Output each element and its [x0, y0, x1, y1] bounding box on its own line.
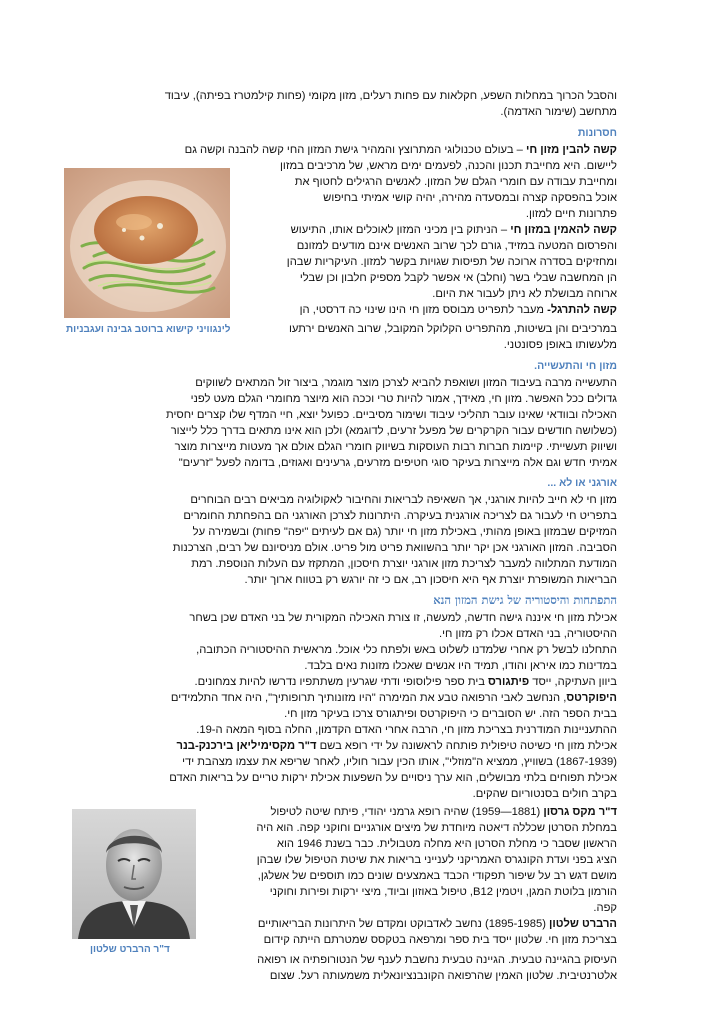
paragraph-line: בתפריט חי לעבור גם לצריכה אורגנית בעיקרה. היתרונות לצרכן האורגני הם בהפחתת החומרים	[183, 510, 617, 522]
bold-term: קשה להאמין במזון חי	[510, 224, 617, 236]
paragraph-line: הן המחשבה שבלי בשר (וחלב) אי אפשר לקבל מספיק חלבון וכן שבלי	[299, 272, 617, 284]
bold-term: פיתגורס	[488, 676, 530, 688]
bold-term: ד"ר מקס גרסון	[543, 806, 617, 818]
paragraph-line: ומחייבת עבודה עם חומרי הגלם של המזון. לאנשים הרגילים לחטוף את	[294, 176, 617, 188]
paragraph-line: בצריכת מזון חי. שלטון ייסד בית ספר ומרפאה בטקסס שמטרתם הייתה קידום	[263, 934, 617, 946]
paragraph-line: מזון חי לא חייב להיות אורגני, אך השאיפה לבריאות והחיבור לאקולוגיה מביאים רבים הבוחרים	[190, 494, 617, 506]
line-text: (1881—1959) שהיה רופא גרמני יהודי, פיתח שיטה לטיפול	[270, 806, 544, 818]
paragraph-line: גדולים ככל האפשר. מזון חי, מאידך, אמור להיות טרי וככה הוא מיוצר מחומרי הגלם מעט לפני	[190, 393, 617, 405]
paragraph-line: (1867-1939) בשוויץ, ממציא ה"מוזלי", אותו הכין עבור חוליו, לאחר שריפא את עצמו מצהבת ידי	[182, 756, 617, 768]
line-text: – הניתוק בין מכיני המזון לאוכלים אותו, התיעוש	[290, 224, 511, 236]
paragraph-line: התחלנו לבשל רק אחרי שלמדנו לשלוט באש ולפתח כלי אוכל. מראשית ההיסטוריה הכתובה,	[196, 644, 617, 656]
paragraph-line	[240, 222, 617, 238]
paragraph-line: המודעת המתלווה למעבר לצריכת מזון אורגני יוצרת חיסכון, המתקזז עם העלות הנוספת. רמת	[191, 558, 617, 570]
paragraph-line: ליישום. היא מחייבת תכנון והכנה, לפעמים ימים מראש, של מרכיבים במזון	[280, 160, 617, 172]
paragraph-line: הסביבה. המזון האורגני אכן יקר יותר בהשוואת פריט מול פריט. אולם מניסיונם של רבים, הצרכנות	[172, 542, 617, 554]
paragraph-line: במרכיבים והן בשיטות, מהתפריט הקלוקל המקובל, שרוב האנשים ירתעו	[288, 323, 617, 335]
paragraph-line: בבית הספר הזה. יש הסוברים כי היפוקרטס ופיתגורס צרכו בעיקר מזון חי.	[284, 708, 617, 720]
bold-term: ד"ר מקסימיליאן בירכנק-בנר	[176, 740, 317, 752]
paragraph-line: והפרסום המטעה במזיד, גורם לכך שרוב האנשים אינם מודעים למזונם	[296, 240, 617, 252]
line-text: בית ספר פילוסופי ודתי שגרעין משתתפיו נדרשו להיות צמחונים.	[194, 676, 489, 688]
paragraph-line: בקרב חולים בסנטוריום שהקים.	[472, 788, 617, 800]
paragraph-line: במדינות כמו איראן והודו, תמיד היו אנשים שאכלו מזונות נאים בלבד.	[304, 660, 617, 672]
paragraph-line	[110, 738, 617, 754]
line-text: מעבר לתפריט מבוסס מזון חי הינו שינוי כה דרסטי, הן	[299, 304, 548, 316]
portrait-photo-caption: ד"ר הרברט שלטון	[90, 944, 170, 955]
paragraph-line	[240, 302, 617, 318]
paragraph-line: ומחזיקים בסדרה ארוכה של תפיסות שגויות בקשר למזון. העיקריות שבהן	[286, 256, 617, 268]
paragraph-line: העיסוק בהגיינה טבעית. הגיינה טבעית נחשבת לענף של הנטורופתיה או רפואה	[257, 954, 617, 966]
line-text: ביוון העתיקה, ייסד	[529, 676, 617, 688]
paragraph-line: אכילת תפוחים בלתי מבושלים, הוא ערך ניסויים על השפעות אכילת ירקות טריים על בריאות האדם	[169, 772, 617, 784]
line-text: (1895-1985) נחשב לאדבוקט ומקדם של היתרונות הבריאותיים	[257, 918, 550, 930]
paragraph-line: אוכל בהפסקה קצרה ובמסעדה מהירה, יהיה קושי אמיתי בחיפוש	[323, 192, 617, 204]
paragraph-line: הציג בפני ועדת הקונגרס האמריקני לענייני בריאות את שיטת הטיפול שלו שבהן	[256, 854, 617, 866]
paragraph-line: במחלת הסרטן שכללה דיאטה מיוחדת של מיצים אורגניים וחוקני קפה. הוא היה	[256, 822, 617, 834]
bold-term: הרברט שלטון	[549, 918, 617, 930]
paragraph-line: פתרונות חיים למזון.	[525, 208, 617, 220]
paragraph-line: קפה.	[593, 902, 617, 914]
paragraph-line: אכילת מזון חי איננה גישה חדשה, למעשה, זו צורת האכילה המקורית של בני האדם שכן בשחר	[189, 612, 617, 624]
zucchini-pasta-image	[64, 168, 230, 318]
paragraph-line: אלטרנטיבית. שלטון האמין שהרפואה הקונבנציונאלית משמעותה רעל. שצום	[269, 970, 617, 982]
section-heading-cons: חסרונות	[577, 127, 617, 139]
paragraph-line: מתחשב (שימור האדמה).	[500, 106, 617, 118]
paragraph-line: האכילה ובוודאי שאינו עובר תהליכי עיבוד ושימור מסיביים. כפועל יוצא, חיי המדף שלו קצרים יחסית	[166, 409, 617, 421]
paragraph-line: והסבל הכרוך במחלות השפע, חקלאות עם פחות רעלים, מזון מקומי (פחות קילמטרז בפיתה), עיבוד	[164, 90, 617, 102]
paragraph-line	[110, 142, 617, 158]
food-photo	[64, 168, 230, 318]
paragraph-line: המזיקים שבמזון באופן מהותי, באכילת מזון חי יותר (גם אם לעיתים "יפה" פחות) ובשמירה על	[192, 526, 617, 538]
food-photo-caption: לינגוויני קישוא ברוטב גבינה ועגבניות	[66, 324, 231, 335]
line-text: אכילת מזון חי כשיטה טיפולית פותחה לראשונה על ידי רופא בשם	[316, 740, 617, 752]
section-heading-industry: מזון חי והתעשייה.	[534, 360, 617, 372]
bold-term: היפוקרטס	[566, 692, 617, 704]
bold-term: קשה להתרגל-	[547, 304, 617, 316]
paragraph-line: מושם דגש רב על שיפור תפקודי הכבד באמצעים שונים כמו תוספים של אשלגן,	[257, 870, 617, 882]
paragraph-line: התעשייה מרבה בעיבוד המזון ושואפת להביא לצרכן מוצר מוגמר, ביצור זול המתאים לשווקים	[195, 377, 617, 389]
portrait-photo	[72, 809, 196, 939]
herbert-shelton-portrait	[72, 809, 196, 939]
paragraph-line: ההתעניינות המודרנית בצריכת מזון חי, הרבה אחרי האדם הקדמון, החלה בסוף המאה ה-19.	[196, 724, 617, 736]
paragraph-line	[210, 916, 617, 932]
section-heading-organic: אורגני או לא ...	[547, 477, 617, 489]
paragraph-line: הראשון שסבר כי מחלת הסרטן היא מחלה מטבולית. כבר בשנת 1946 הוא	[276, 838, 617, 850]
paragraph-line: ושיווק תעשייתי. קיימות חברות רבות העוסקות בשיווק חומרי הגלם אולם אך מעטות מייצרות מוצר	[174, 441, 617, 453]
paragraph-line: מלעשותו באופן פסונטני.	[503, 339, 617, 351]
paragraph-line	[110, 690, 617, 706]
paragraph-line: הורמון בלוטת המגן, ויטמין B12, טיפול באוזון וביוד, מיצי ירקות ופירות וחוקני	[269, 886, 617, 898]
paragraph-line	[210, 804, 617, 820]
section-heading-history: התפתחות והיסטוריה של גישת המזון הנא	[433, 593, 617, 607]
line-text: – בעולם טכנולוגי המתרוצץ והמהיר גישת המזון החי קשה להבנה וקשה גם	[184, 144, 526, 156]
line-text: , הנחשב לאבי הרפואה טבע את המימרה "היו מזונותיך תרופותיך", היה אחד התלמידים	[170, 692, 567, 704]
bold-term: קשה להבין מזון חי	[525, 144, 617, 156]
paragraph-line: ההיסטוריה, בני האדם אכלו רק מזון חי.	[438, 628, 617, 640]
paragraph-line: ארוחה מבושלת לא ניתן לעבור את היום.	[432, 288, 617, 300]
paragraph-line	[110, 674, 617, 690]
paragraph-line: (כשלושה חודשים עבור הקרקרים של מפעל זרעים, לדוגמא) ולכן הוא אינו מתאים בדרך כלל לייצור	[170, 425, 617, 437]
paragraph-line: אמיתי חדש וגם אלה מייצרות בעיקר סוגי חטיפים מזרעים, גרעינים ואגוזים, בדומה לפעל "זרעים"	[178, 457, 617, 469]
paragraph-line: הבריאות המשופרת יוצרת אף היא חיסכון רב, אם כי זה יורגש רק בטווח ארוך יותר.	[244, 574, 617, 586]
